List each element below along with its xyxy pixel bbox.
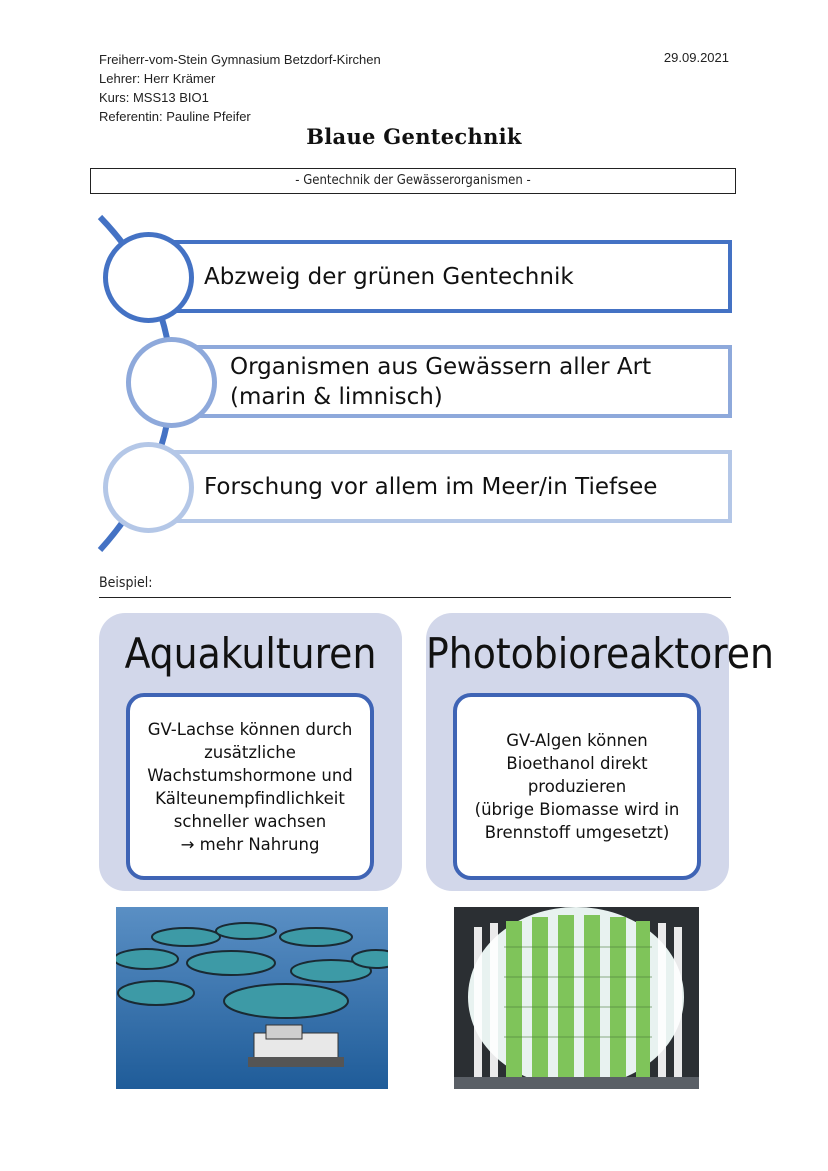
point-text-1: Abzweig der grünen Gentechnik: [204, 263, 574, 290]
example-divider: [99, 597, 731, 598]
point-bar-2: [196, 345, 732, 418]
point-circle-1: [103, 232, 194, 323]
subtitle-text: - Gentechnik der Gewässerorganismen -: [295, 173, 531, 188]
example-box-2: [453, 693, 701, 880]
point-circle-3: [103, 442, 194, 533]
school-name: Freiherr-vom-Stein Gymnasium Betzdorf-Kirchen: [99, 52, 381, 67]
presenter-line: Referentin: Pauline Pfeifer: [99, 109, 251, 124]
subtitle-box: [90, 168, 736, 194]
example-title-1: Aquakulturen: [124, 629, 377, 678]
example-card-aquakulturen: [99, 613, 402, 891]
point-bar-1: [174, 240, 732, 313]
example-title-2: Photobioreaktoren: [426, 629, 774, 678]
point-text-2: Organismen aus Gewässern aller Art (marin & limnisch): [230, 353, 652, 410]
example-text-2: GV-Algen können Bioethanol direkt produzieren (übrige Biomasse wird in Brennstoff umgesetzt): [474, 731, 680, 842]
example-text-1: GV-Lachse können durch zusätzliche Wachstumshormone und Kälteunempfindlichkeit schneller wachsen → mehr Nahrung: [147, 719, 353, 854]
point-circle-2: [126, 337, 217, 428]
example-label: Beispiel:: [99, 575, 153, 591]
teacher-line: Lehrer: Herr Krämer: [99, 71, 216, 86]
page-title: Blaue Gentechnik: [306, 124, 522, 149]
point-bar-3: [174, 450, 732, 523]
point-text-3: Forschung vor allem im Meer/in Tiefsee: [204, 473, 658, 500]
example-card-photobioreaktoren: [426, 613, 774, 891]
document-date: 29.09.2021: [663, 50, 729, 65]
algae-bioreactor-photo: [454, 907, 699, 1089]
fish-farm-photo: [116, 907, 388, 1089]
example-box-1: [126, 693, 374, 880]
course-line: Kurs: MSS13 BIO1: [99, 90, 209, 105]
